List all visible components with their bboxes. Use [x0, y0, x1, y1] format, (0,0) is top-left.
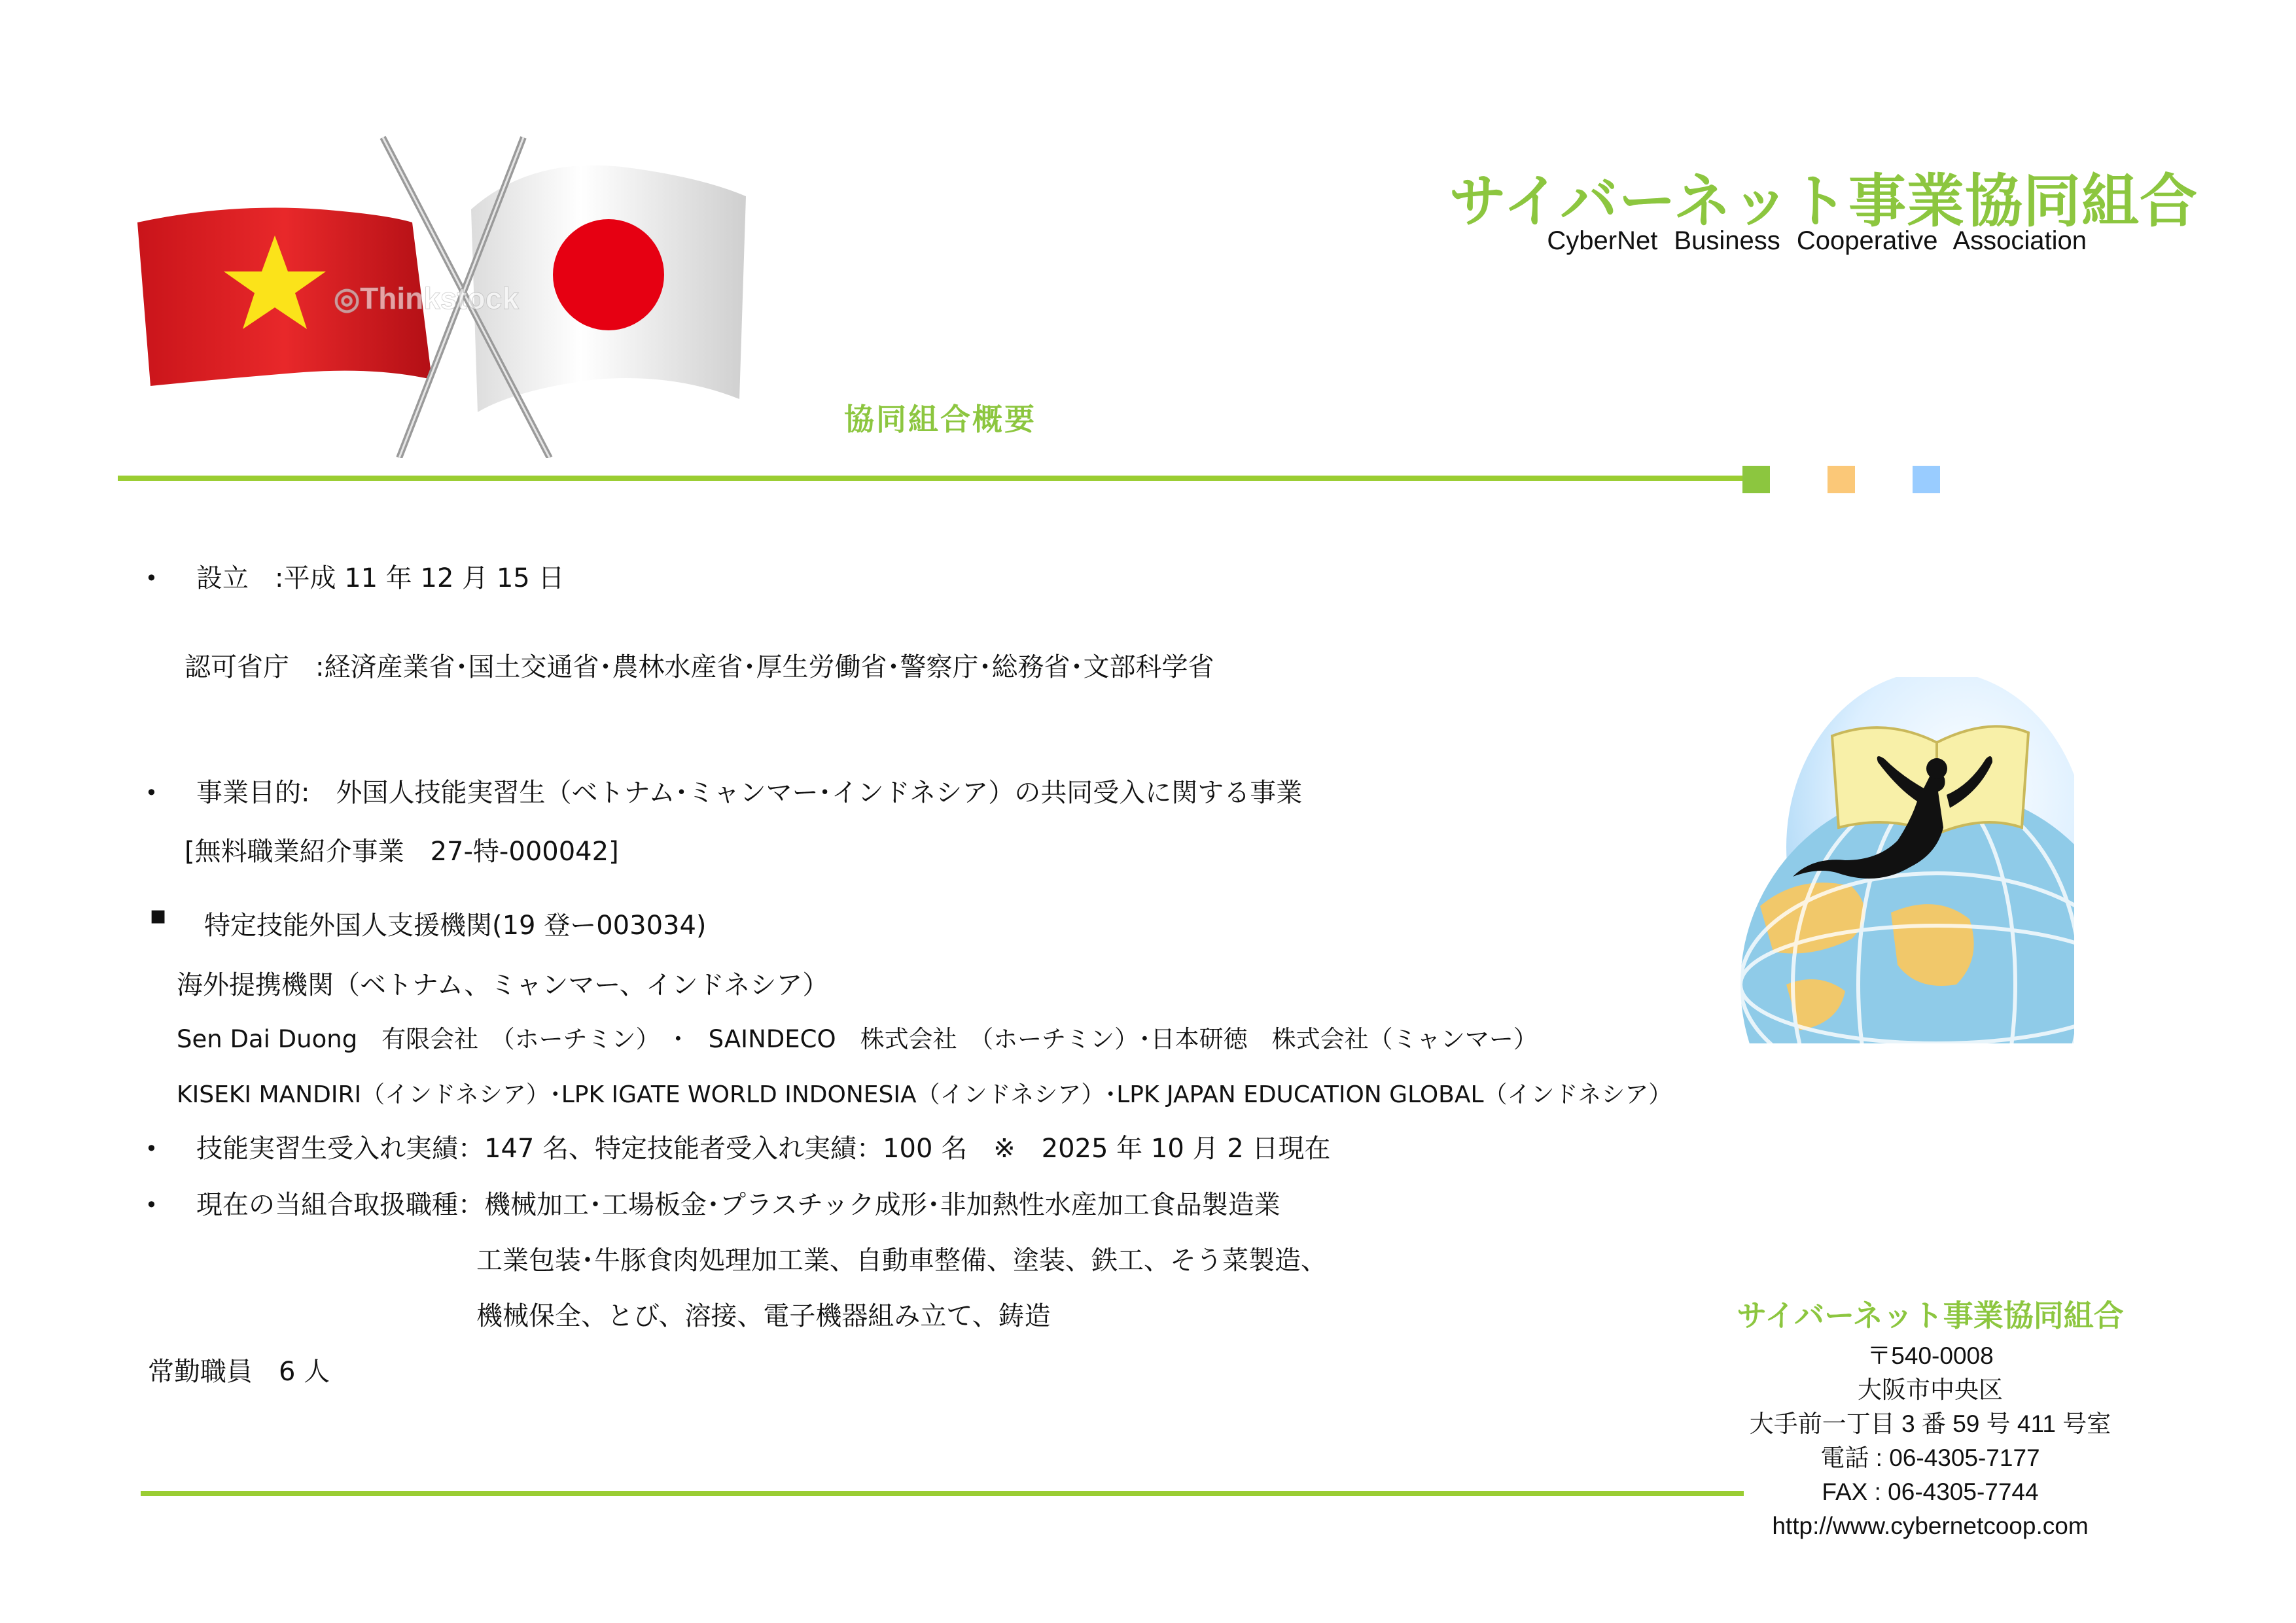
- bullet-founded: •: [145, 566, 158, 591]
- bullet-purpose: •: [145, 780, 158, 805]
- bottom-divider: [141, 1491, 1744, 1496]
- japan-sun-icon: [553, 219, 664, 330]
- ministries-line: 認可省庁 :経済産業省･国土交通省･農林水産省･厚生労働省･警察庁･総務省･文部科学省: [185, 652, 1214, 682]
- contact-block: [1655, 1292, 2205, 1543]
- contact-city: 大阪市中央区: [1858, 1376, 2003, 1403]
- contact-address: 大手前一丁目 3 番 59 号 411 号室: [1749, 1410, 2111, 1437]
- orange-square-icon: [1828, 466, 1855, 493]
- purpose-line: 事業目的: 外国人技能実習生（ベトナム･ミャンマー･インドネシア）の共同受入に関する事業: [196, 778, 1303, 808]
- partners-line-1: Sen Dai Duong 有限会社 （ホーチミン） ･ SAINDECO 株式会社 （ホーチミン）･日本研徳 株式会社（ミャンマー）: [177, 1025, 1538, 1053]
- organization-title: サイバーネット事業協同組合: [1449, 167, 2198, 235]
- top-divider: [118, 476, 1750, 481]
- flying-person-globe-illustration: [1721, 677, 2074, 1043]
- contact-website-link[interactable]: http://www.cybernetcoop.com: [1772, 1512, 2089, 1539]
- jobs-line-2: 工業包装･牛豚食肉処理加工業、自動車整備、塗装、鉄工、そう菜製造、: [476, 1246, 1327, 1276]
- placement-line: [無料職業紹介事業 27-特-000042]: [185, 837, 619, 867]
- jobs-line-3: 機械保全、とび、溶接、電子機器組み立て、鋳造: [476, 1301, 1051, 1331]
- founded-line: 設立 :平成 11 年 12 月 15 日: [196, 563, 565, 593]
- bullet-results: •: [145, 1136, 158, 1161]
- partners-title: 海外提携機関（ベトナム、ミャンマー、インドネシア）: [177, 970, 829, 1000]
- contact-org-name: サイバーネット事業協同組合: [1737, 1298, 2124, 1333]
- partners-line-2: KISEKI MANDIRI（インドネシア）･LPK IGATE WORLD INDONESIA（インドネシア）･LPK JAPAN EDUCATION GLOBAL（インドネシア）: [177, 1081, 1672, 1108]
- contact-fax: FAX : 06-4305-7744: [1822, 1478, 2039, 1505]
- support-org-line: 特定技能外国人支援機関(19 登ー003034): [204, 911, 707, 941]
- organization-title-english: CyberNet Business Cooperative Association: [1547, 226, 2087, 255]
- jobs-line-1: 現在の当組合取扱職種：機械加工･工場板金･プラスチック成形･非加熱性水産加工食品製造業: [196, 1190, 1280, 1220]
- square-bullet-support: ▪: [149, 900, 168, 930]
- green-square-icon: [1742, 466, 1770, 493]
- blue-square-icon: [1913, 466, 1940, 493]
- vietnam-japan-flags-image: [124, 131, 766, 458]
- staff-line: 常勤職員 6 人: [148, 1357, 330, 1387]
- watermark-text: ◎Thinkstock: [334, 281, 519, 315]
- contact-postal: 〒540-0008: [1867, 1342, 1994, 1369]
- contact-tel: 電話 : 06-4305-7177: [1820, 1444, 2040, 1471]
- section-title: 協同組合概要: [844, 402, 1036, 437]
- bullet-jobs: •: [145, 1193, 158, 1217]
- results-line: 技能実習生受入れ実績：147 名、特定技能者受入れ実績：100 名 ※ 2025 年 10 月 2 日現在: [196, 1134, 1331, 1164]
